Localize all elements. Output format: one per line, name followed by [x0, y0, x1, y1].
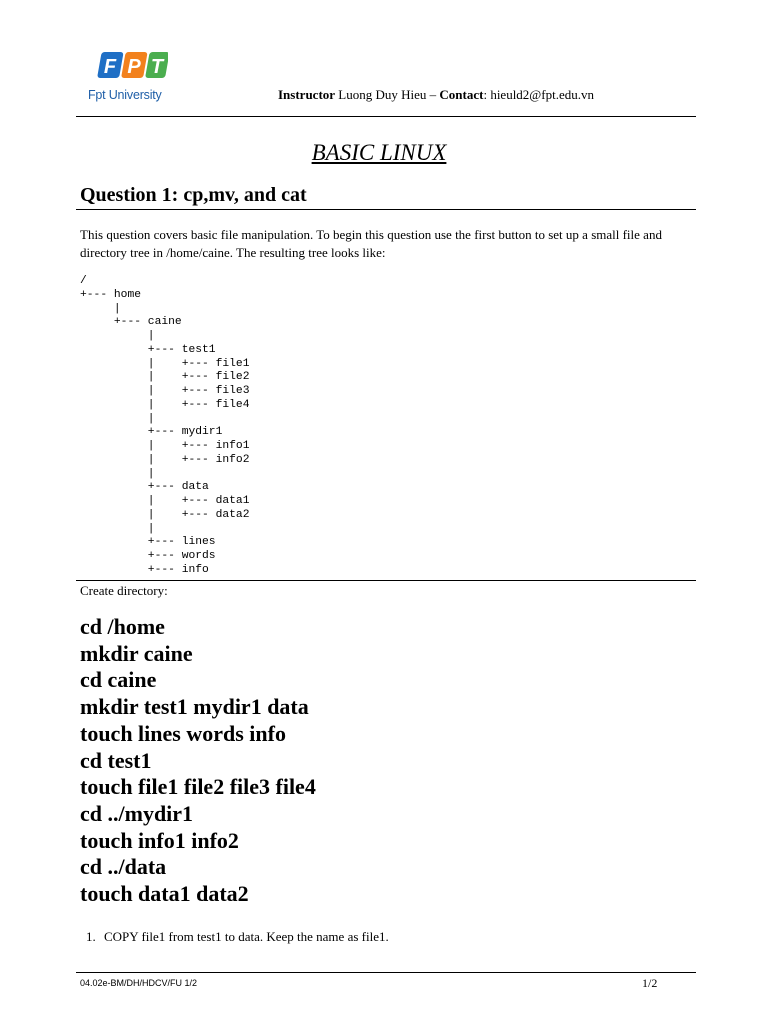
contact-value: : hieuld2@fpt.edu.vn [483, 87, 594, 102]
command-line: touch lines words info [80, 720, 286, 746]
document-title-text: BASIC LINUX [311, 140, 447, 165]
command-line: touch info1 info2 [80, 827, 239, 853]
command-line: touch file1 file2 file3 file4 [80, 774, 316, 800]
command-line: cd test1 [80, 747, 152, 773]
create-directory-label: Create directory: [80, 583, 168, 598]
command-line: cd /home [80, 614, 165, 639]
logo-letter-p: P [127, 56, 141, 78]
command-list [80, 614, 316, 908]
question-heading-divider [76, 209, 696, 210]
footer-form-code: 04.02e-BM/DH/HDCV/FU 1/2 [80, 978, 198, 988]
task-item [86, 929, 389, 945]
directory-tree: / +--- home | +--- caine | +--- test1 | +--- file1 | +--- file2 | +--- file3 | +--- file4 | +--- mydir1 | +--- info1 | +--- info2 | +--- data | +--- data1 | +--- data2 | +--- lines +--- words +--- info [80, 275, 250, 576]
fpt-university-logo [88, 50, 170, 110]
question-intro: This question covers basic file manipulation. To begin this question use the first button to set up a small file and directory tree in /home/caine. The resulting tree looks like: [80, 227, 662, 260]
task-text: COPY file1 from test1 to data. Keep the name as file1. [104, 929, 389, 944]
tree-divider [76, 580, 696, 581]
fpt-logo-icon [94, 50, 168, 80]
command-line: cd ../mydir1 [80, 800, 194, 826]
logo-letter-f: F [103, 56, 117, 78]
footer-divider [76, 972, 696, 973]
logo-letter-t: T [150, 56, 164, 78]
command-line: cd caine [80, 667, 157, 693]
page-number: 1/2 [642, 976, 658, 990]
command-line: mkdir caine [80, 640, 193, 666]
logo-caption: Fpt University [88, 88, 162, 102]
question-heading: Question 1: cp,mv, and cat [80, 184, 307, 206]
task-number: 1. [86, 929, 96, 944]
command-line: cd ../data [80, 854, 167, 880]
command-line: touch data1 data2 [80, 881, 249, 907]
document-title [0, 140, 768, 166]
command-line: mkdir test1 mydir1 data [80, 694, 309, 720]
instructor-name: Luong Duy Hieu – [335, 87, 440, 102]
instructor-contact-line [278, 87, 594, 103]
contact-label: Contact [439, 87, 484, 102]
instructor-label: Instructor [278, 87, 336, 102]
header-divider [76, 116, 696, 117]
